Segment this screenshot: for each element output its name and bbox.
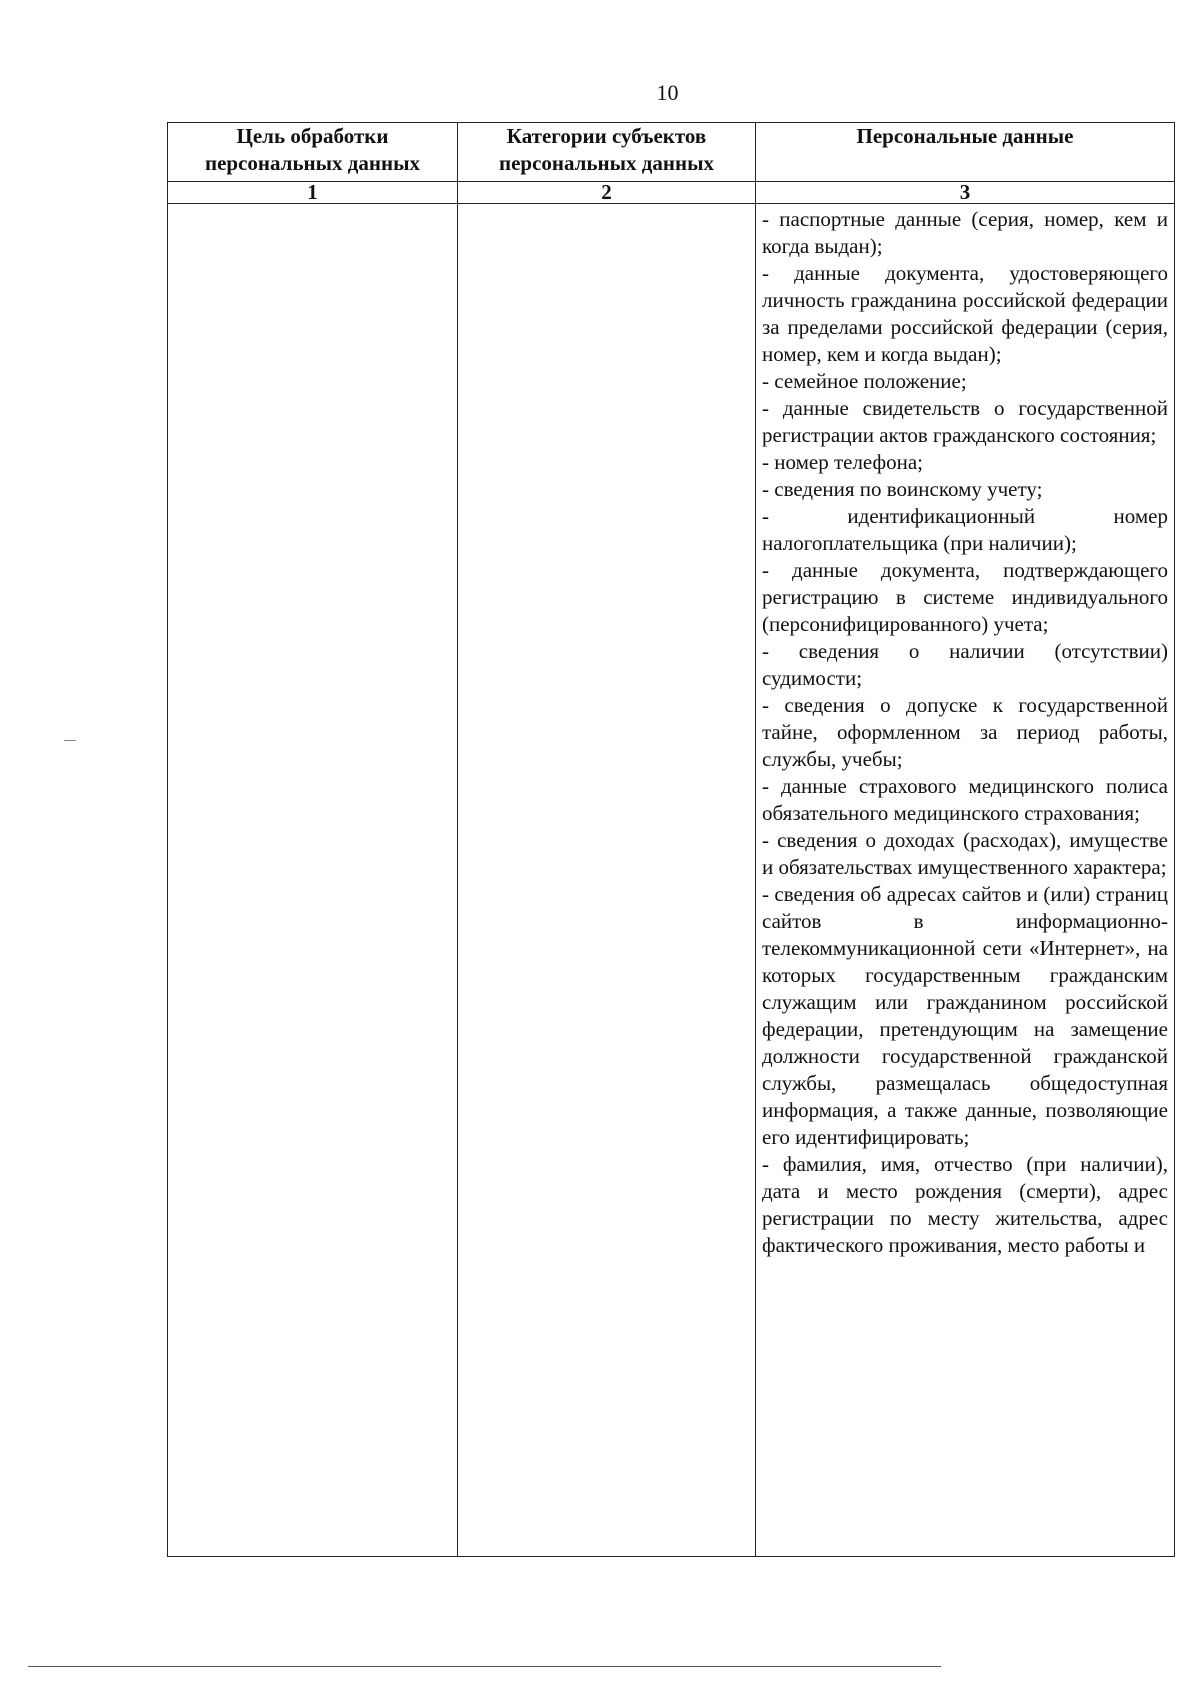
list-item: - сведения о наличии (отсутствии) судимости;: [762, 639, 1168, 690]
page-number: 10: [656, 80, 679, 105]
personal-data-list: [762, 204, 1168, 1259]
personal-data-table: [167, 122, 1175, 1557]
column-number-3: 3: [756, 182, 1175, 204]
table-header-row: [168, 123, 1175, 182]
purpose-cell: [168, 204, 458, 1557]
column-number-2: 2: [458, 182, 756, 204]
list-item: - паспортные данные (серия, номер, кем и когда выдан);: [762, 207, 1168, 258]
list-item: - семейное положение;: [762, 369, 967, 393]
list-item: - данные страхового медицинского полиса обязательного медицинского страхования;: [762, 774, 1168, 825]
list-item: - номер телефона;: [762, 450, 923, 474]
list-item: - данные документа, удостоверяющего личность гражданина российской федерации за пределами российской федерации (серия, номер, кем и когда выдан);: [762, 261, 1168, 366]
list-item: - сведения о допуске к государственной тайне, оформленном за период работы, службы, учебы;: [762, 693, 1168, 771]
header-purpose: Цель обработки персональных данных: [168, 123, 458, 182]
header-personal-data: Персональные данные: [756, 123, 1175, 182]
column-number-row: [168, 182, 1175, 204]
list-item: - идентификационный номер налогоплательщика (при наличии);: [762, 504, 1168, 555]
list-item: - сведения о доходах (расходах), имуществе и обязательствах имущественного характера;: [762, 828, 1168, 879]
footer-rule: [28, 1666, 941, 1667]
scan-margin-mark: [64, 740, 76, 741]
list-item: - данные документа, подтверждающего регистрацию в системе индивидуального (персонифицированного) учета;: [762, 558, 1168, 636]
subject-categories-cell: [458, 204, 756, 1557]
list-item: - сведения по воинскому учету;: [762, 477, 1043, 501]
table-row: [168, 204, 1175, 1557]
column-number-1: 1: [168, 182, 458, 204]
personal-data-cell: [756, 204, 1175, 1557]
list-item: - данные свидетельств о государственной регистрации актов гражданского состояния;: [762, 396, 1168, 447]
list-item: - фамилия, имя, отчество (при наличии), дата и место рождения (смерти), адрес регистрации по месту жительства, адрес фактического проживания, место работы и: [762, 1152, 1168, 1257]
list-item: - сведения об адресах сайтов и (или) страниц сайтов в информационно-телекоммуникационной сети «Интернет», на которых государственным гражданским служащим или гражданином российской федерации, претендующим на замещение должности государственной гражданской службы, размещалась общедоступная информация, а также данные, позволяющие его идентифицировать;: [762, 882, 1168, 1149]
header-subject-categories: Категории субъектов персональных данных: [458, 123, 756, 182]
